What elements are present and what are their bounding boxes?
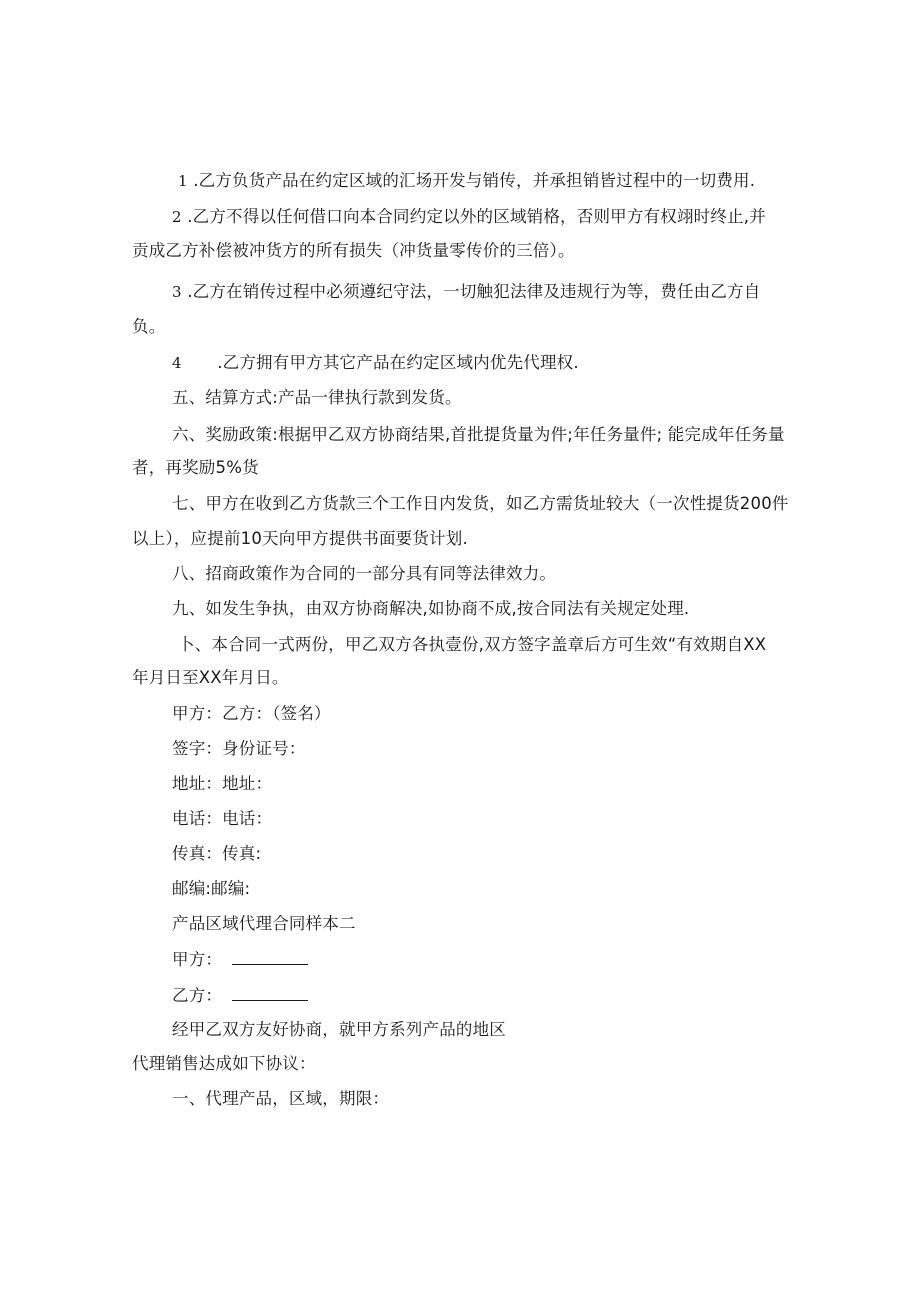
intro-line-1: 经甲乙双方友好协商，就甲方系列产品的地区: [172, 1020, 506, 1039]
clause-2: [172, 206, 766, 228]
clause-4: [172, 352, 579, 374]
clause-number: 1: [178, 172, 188, 190]
section-nine: 九、如发生争执，由双方协商解决,如协商不成,按合同法有关规定处理.: [172, 599, 690, 618]
section-seven: 七、甲方在收到乙方货款三个工作日内发货，如乙方需货址较大（一次性提货200件: [172, 494, 789, 513]
signature-id: 签字：身份证号：: [172, 739, 306, 758]
signature-fax: 传真：传真:: [172, 844, 262, 863]
party-b-label: 乙方：: [172, 986, 223, 1005]
clause-3-continuation: 负。: [132, 317, 166, 336]
party-a-label: 甲方：: [172, 950, 223, 969]
party-b-line: [172, 985, 308, 1007]
intro-line-2: 代理销售达成如下协议：: [132, 1054, 316, 1073]
section-six-continuation: 者，再奖励5%货: [132, 458, 259, 477]
clause-1: [178, 170, 755, 192]
clause-number: 3: [172, 283, 182, 301]
section-ten-continuation: 年月日至XX年月日。: [132, 668, 289, 687]
section-five: 五、结算方式:产品一律执行款到发货。: [172, 388, 462, 407]
section-ten: 卜、本合同一式两份，甲乙双方各执壹份,双方签字盖章后方可生效“有效期自XX: [178, 635, 767, 654]
signature-parties: 甲方：乙方：（签名）: [172, 704, 331, 723]
party-a-line: [172, 949, 308, 971]
clause-text: .乙方不得以任何借口向本合同约定以外的区域销格，否则甲方有权翊时终止,并: [187, 207, 766, 226]
clause-number: 4: [172, 354, 182, 372]
section-one-heading: 一、代理产品，区域，期限：: [172, 1089, 390, 1108]
clause-number: 2: [172, 208, 182, 226]
section-six: 六、奖励政策:根据甲乙双方协商结果,首批提货量为件;年任务量件; 能完成年任务量: [172, 425, 785, 444]
section-seven-continuation: 以上），应提前10天向甲方提供书面要货计划.: [132, 529, 468, 548]
signature-phone: 电话：电话：: [172, 809, 273, 828]
section-eight: 八、招商政策作为合同的一部分具有同等法律效力。: [172, 564, 557, 583]
clause-3: [172, 281, 760, 303]
sample-title: 产品区域代理合同样本二: [172, 914, 356, 933]
party-a-blank: [232, 950, 308, 965]
clause-text: .乙方在销传过程中必须遵纪守法，一切触犯法律及违规行为等，费任由乙方自: [187, 282, 761, 301]
clause-text: .乙方拥有甲方其它产品在约定区域内优先代理权.: [217, 353, 579, 372]
clause-text: .乙方负货产品在约定区域的汇场开发与销传，并承担销皆过程中的一切费用.: [193, 171, 756, 190]
party-b-blank: [232, 986, 308, 1001]
signature-postcode: 邮编:邮编:: [172, 879, 251, 898]
signature-address: 地址：地址：: [172, 774, 273, 793]
clause-2-continuation: 贡成乙方补偿被冲货方的所有损失（冲货量零传价的三倍）。: [132, 241, 575, 260]
